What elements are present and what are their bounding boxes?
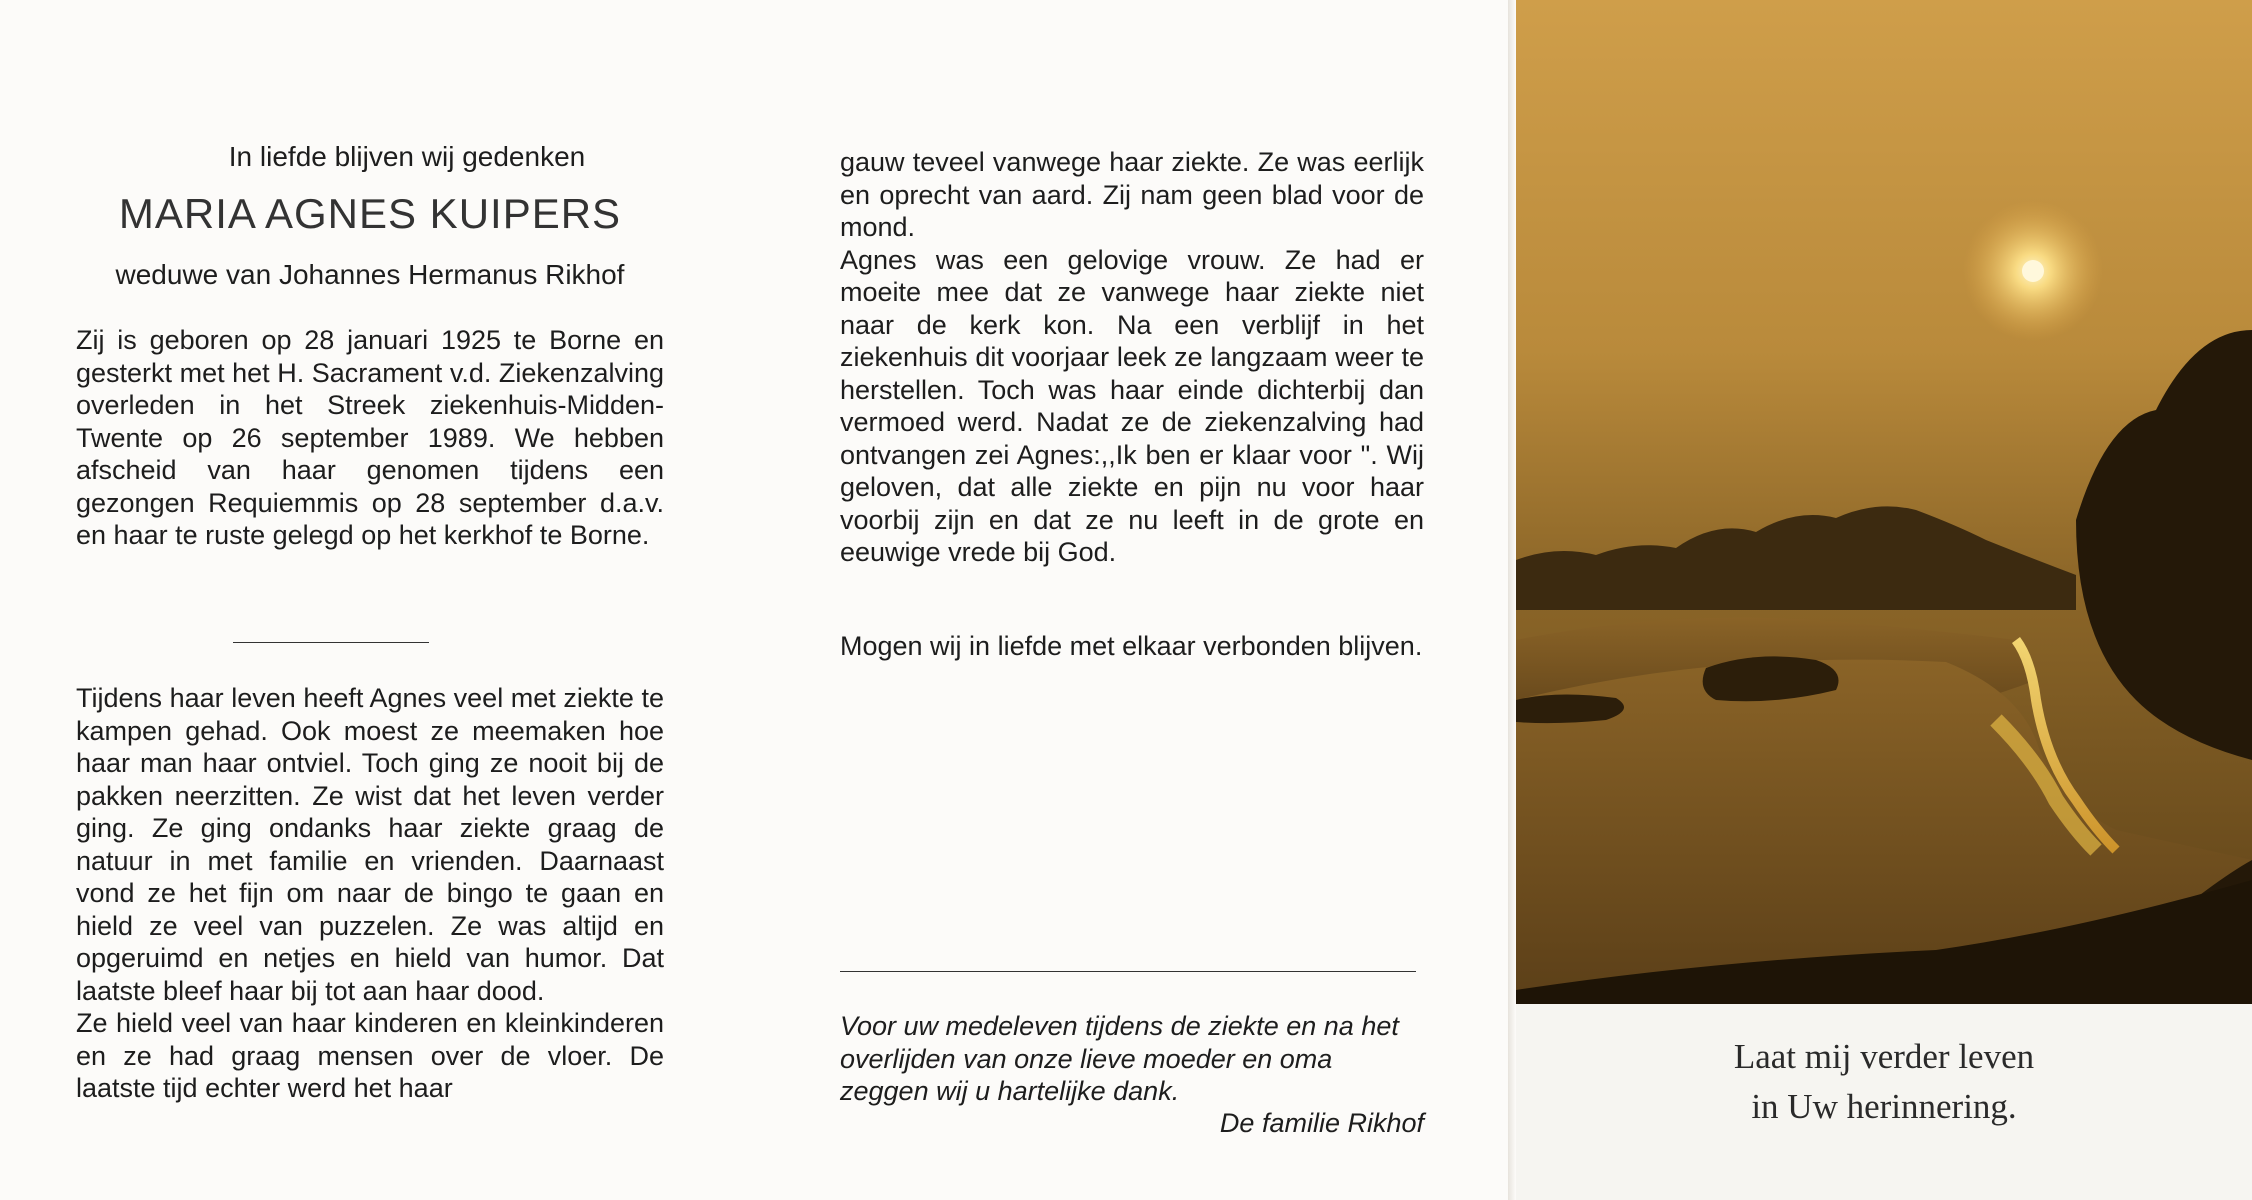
left-divider (233, 642, 429, 643)
card-fold (1508, 0, 1516, 1200)
thank-you-text: Voor uw medeleven tijdens de ziekte en na het overlijden van onze lieve moeder en oma zeggen wij u hartelijke dank. (840, 1011, 1399, 1106)
closing-wish: Mogen wij in liefde met elkaar verbonden blijven. (840, 631, 1423, 661)
sunset-river-photo (1516, 0, 2252, 1004)
deceased-name: MARIA AGNES KUIPERS (118, 190, 622, 237)
photo-caption (1516, 1032, 2252, 1132)
photo-panel (1516, 0, 2252, 1200)
biography-paragraph-2: Tijdens haar leven heeft Agnes veel met ziekte te kampen gehad. Ook moest ze meemaken hoe haar man haar ontviel. Toch ging ze nooit bij de pakken neerzitten. Ze wist dat het leven verder ging. Ze ging ondanks haar ziekte graag de natuur in met familie en vrienden. Daarnaast vond ze het fijn om naar de bingo te gaan en hield ze veel van puzzelen. Ze was altijd en opgeruimd en netjes en hield van humor. Dat laatste bleef haar bij tot aan haar dood. Ze hield veel van haar kinderen en kleinkinderen en ze had graag mensen over de vloer. De laatste tijd echter werd het haar (76, 683, 664, 1103)
caption-line-2: in Uw herinnering. (1751, 1087, 2017, 1126)
biography-paragraph-3: gauw teveel vanwege haar ziekte. Ze was eerlijk en oprecht van aard. Zij nam geen blad voor de mond. Agnes was een gelovige vrouw. Ze had er moeite mee dat ze vanwege haar ziekte niet naar de kerk kon. Na een verblijf in het ziekenhuis dit voorjaar leek ze langzaam weer te herstellen. Toch was haar einde dichterbij dan vermoed werd. Nadat ze de ziekenzalving had ontvangen zei Agnes:,,Ik ben er klaar voor ". Wij geloven, dat alle ziekte en pijn nu voor haar voorbij zijn en dat ze nu leeft in de grote en eeuwige vrede bij God. (840, 147, 1424, 567)
biography-paragraph-1: Zij is geboren op 28 januari 1925 te Borne en gesterkt met het H. Sacrament v.d. Ziekenzalving overleden in het Streek ziekenhuis-Midden-Twente op 26 september 1989. We hebben afscheid van haar genomen tijdens een gezongen Requiemmis op 28 september d.a.v. en haar te ruste gelegd op het kerkhof te Borne. (76, 325, 664, 550)
middle-divider (840, 971, 1416, 972)
caption-line-1: Laat mij verder leven (1733, 1037, 2035, 1076)
widow-line: weduwe van Johannes Hermanus Rikhof (115, 259, 625, 290)
intro-line: In liefde blijven wij gedenken (228, 141, 586, 172)
family-signature: De familie Rikhof (1219, 1108, 1424, 1138)
